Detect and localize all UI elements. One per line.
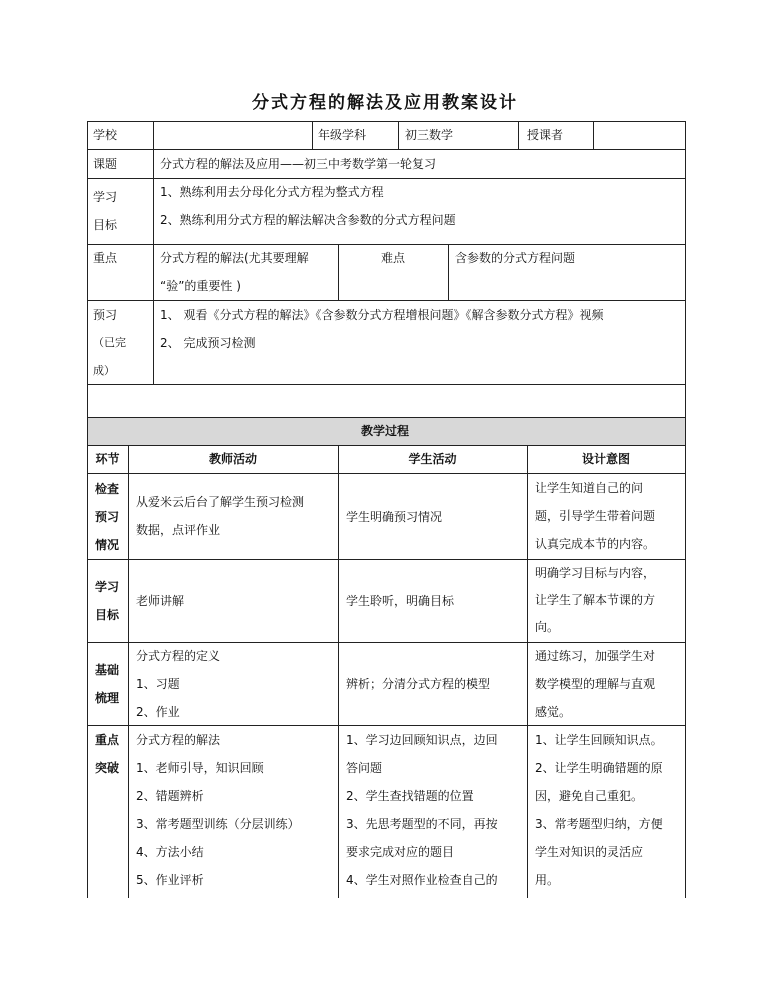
teacher-activity: 1、习题 <box>136 677 180 691</box>
student-activity: 4、学生对照作业检查自己的 <box>346 873 498 887</box>
rule <box>87 244 686 245</box>
student-activity: 1、学习边回顾知识点，边回 <box>346 733 498 747</box>
rule <box>87 178 686 179</box>
goal-item: 2、熟练利用分式方程的解法解决含参数的分式方程问题 <box>160 213 456 227</box>
student-activity: 答问题 <box>346 761 383 775</box>
rule <box>87 300 686 301</box>
design-intent: 用。 <box>535 873 560 887</box>
rule <box>312 121 313 149</box>
preview-label: 成） <box>93 364 115 377</box>
goals-label: 学习 <box>93 190 118 204</box>
header-cell: 设计意图 <box>581 452 630 466</box>
rule <box>153 121 154 384</box>
rule <box>685 121 686 898</box>
stage-label: 梳理 <box>95 691 120 705</box>
student-activity: 3、先思考题型的不同，再按 <box>346 817 498 831</box>
rule <box>338 445 339 898</box>
goal-item: 1、熟练利用去分母化分式方程为整式方程 <box>160 185 384 199</box>
stage-label: 检查 <box>95 482 120 496</box>
rule <box>87 384 686 385</box>
student-activity: 学生聆听，明确目标 <box>346 594 455 608</box>
design-intent: 学生对知识的灵活应 <box>535 845 644 859</box>
stage-label: 目标 <box>95 608 120 622</box>
preview-label: 预习 <box>93 308 118 322</box>
design-intent: 让学生了解本节课的方 <box>535 593 656 607</box>
teacher-activity: 4、方法小结 <box>136 845 204 859</box>
design-intent: 让学生知道自己的问 <box>535 481 644 495</box>
teacher-activity: 分式方程的解法 <box>136 733 221 747</box>
stage-label: 重点 <box>95 733 120 747</box>
topic-label: 课题 <box>93 157 118 171</box>
design-intent: 向。 <box>535 620 560 634</box>
preview-item: 2、 完成预习检测 <box>160 336 256 350</box>
rule <box>87 121 686 122</box>
design-intent: 2、让学生明确错题的原 <box>535 761 663 775</box>
page-title: 分式方程的解法及应用教案设计 <box>252 93 518 113</box>
rule <box>87 417 686 418</box>
goals-label: 目标 <box>93 218 118 232</box>
preview-label: （已完 <box>93 336 126 349</box>
difficulty-value: 含参数的分式方程问题 <box>455 251 576 265</box>
header-cell: 环节 <box>95 452 120 466</box>
rule <box>87 559 686 560</box>
stage-label: 预习 <box>95 510 120 524</box>
stage-label: 情况 <box>95 538 120 552</box>
difficulty-label: 难点 <box>381 251 406 265</box>
teacher-activity: 2、作业 <box>136 705 180 719</box>
design-intent: 1、让学生回顾知识点。 <box>535 733 663 747</box>
rule <box>87 445 686 446</box>
student-activity: 要求完成对应的题目 <box>346 845 455 859</box>
rule <box>87 725 686 726</box>
rule <box>593 121 594 149</box>
teacher-activity: 2、错题辨析 <box>136 789 204 803</box>
rule <box>87 642 686 643</box>
grade-value: 初三数学 <box>405 128 454 142</box>
design-intent: 因，避免自己重犯。 <box>535 789 644 803</box>
teacher-activity: 3、常考题型训练（分层训练） <box>136 817 300 831</box>
process-title: 教学过程 <box>360 424 409 438</box>
stage-label: 基础 <box>95 663 120 677</box>
design-intent: 感觉。 <box>535 705 572 719</box>
teacher-activity: 5、作业评析 <box>136 873 204 887</box>
design-intent: 认真完成本节的内容。 <box>535 537 656 551</box>
rule <box>87 149 686 150</box>
header-cell: 教师活动 <box>208 452 257 466</box>
design-intent: 题，引导学生带着问题 <box>535 509 656 523</box>
rule <box>448 244 449 300</box>
grade-label: 年级学科 <box>318 128 367 142</box>
design-intent: 明确学习目标与内容， <box>535 566 656 580</box>
design-intent: 3、常考题型归纳，方便 <box>535 817 663 831</box>
key-label: 重点 <box>93 251 118 265</box>
teacher-activity: 1、老师引导，知识回顾 <box>136 761 264 775</box>
preview-item: 1、 观看《分式方程的解法》《含参数分式方程增根问题》《解含参数分式方程》视频 <box>160 308 604 322</box>
stage-label: 突破 <box>95 761 120 775</box>
school-label: 学校 <box>93 128 118 142</box>
design-intent: 数学模型的理解与直观 <box>535 677 656 691</box>
teacher-activity: 分式方程的定义 <box>136 649 221 663</box>
rule <box>398 121 399 149</box>
key-value: “验”的重要性 ) <box>160 279 241 293</box>
student-activity: 学生明确预习情况 <box>346 510 443 524</box>
rule <box>87 473 686 474</box>
teacher-activity: 从爱米云后台了解学生预习检测 <box>136 495 305 509</box>
stage-label: 学习 <box>95 580 120 594</box>
teacher-activity: 数据，点评作业 <box>136 523 221 537</box>
teacher-label: 授课者 <box>527 128 564 142</box>
student-activity: 辨析；分清分式方程的模型 <box>346 677 491 691</box>
topic-value: 分式方程的解法及应用——初三中考数学第一轮复习 <box>160 157 437 171</box>
header-cell: 学生活动 <box>408 452 457 466</box>
rule <box>338 244 339 300</box>
rule <box>527 445 528 898</box>
key-value: 分式方程的解法(尤其要理解 <box>160 251 309 265</box>
design-intent: 通过练习，加强学生对 <box>535 649 656 663</box>
rule <box>128 445 129 898</box>
rule <box>518 121 519 149</box>
rule <box>87 121 88 898</box>
teacher-activity: 老师讲解 <box>136 594 185 608</box>
student-activity: 2、学生查找错题的位置 <box>346 789 474 803</box>
